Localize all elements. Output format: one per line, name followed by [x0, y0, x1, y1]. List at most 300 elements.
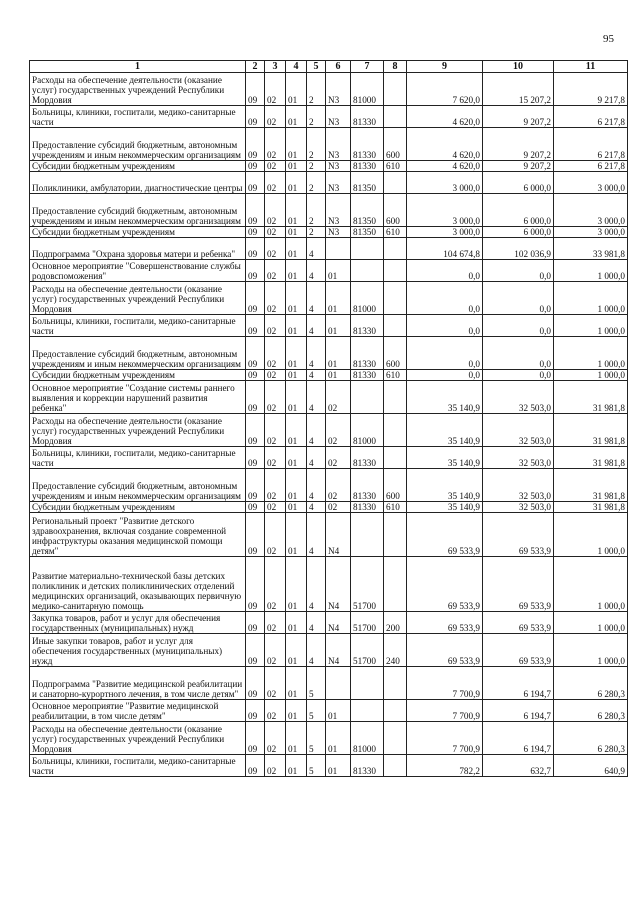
amount-cell: 35 140,9 — [407, 469, 483, 502]
budget-table — [29, 60, 628, 777]
amount-cell: 35 140,9 — [407, 447, 483, 469]
row-name: Больницы, клиники, госпитали, медико-санитарные части — [30, 106, 246, 128]
amount-cell: 32 503,0 — [483, 469, 554, 502]
code-cell: 81330 — [351, 447, 384, 469]
amount-cell: 1 000,0 — [554, 557, 628, 612]
code-cell: 02 — [265, 502, 286, 513]
code-cell: 81350 — [351, 227, 384, 238]
amount-cell: 0,0 — [407, 370, 483, 381]
code-cell: 09 — [246, 227, 265, 238]
code-cell — [384, 513, 407, 557]
code-cell — [384, 414, 407, 447]
amount-cell: 0,0 — [483, 282, 554, 315]
table-row — [30, 447, 628, 469]
row-name: Субсидии бюджетным учреждениям — [30, 227, 246, 238]
code-cell: 600 — [384, 194, 407, 227]
code-cell: 4 — [307, 315, 326, 337]
code-cell: 02 — [265, 172, 286, 194]
code-cell — [351, 513, 384, 557]
table-row — [30, 414, 628, 447]
code-cell: 02 — [265, 447, 286, 469]
amount-cell: 9 207,2 — [483, 106, 554, 128]
amount-cell: 7 700,9 — [407, 722, 483, 755]
code-cell: 4 — [307, 381, 326, 414]
code-cell: 09 — [246, 315, 265, 337]
code-cell: 01 — [286, 161, 307, 172]
code-cell: 4 — [307, 370, 326, 381]
code-cell: 02 — [265, 227, 286, 238]
code-cell: 09 — [246, 447, 265, 469]
row-name: Предоставление субсидий бюджетным, автономным учреждениям и иным некоммерческим организациям — [30, 337, 246, 370]
column-header: 1 — [30, 61, 246, 73]
table-row — [30, 172, 628, 194]
code-cell: 4 — [307, 513, 326, 557]
amount-cell: 3 000,0 — [554, 172, 628, 194]
amount-cell: 6 194,7 — [483, 667, 554, 700]
amount-cell: 1 000,0 — [554, 337, 628, 370]
code-cell: 02 — [265, 282, 286, 315]
code-cell — [384, 73, 407, 106]
code-cell: 01 — [286, 73, 307, 106]
code-cell: 5 — [307, 667, 326, 700]
amount-cell: 3 000,0 — [407, 227, 483, 238]
code-cell: 2 — [307, 194, 326, 227]
code-cell: 4 — [307, 260, 326, 282]
code-cell — [351, 260, 384, 282]
amount-cell: 32 503,0 — [483, 502, 554, 513]
table-row — [30, 502, 628, 513]
amount-cell: 69 533,9 — [407, 634, 483, 667]
code-cell: 81330 — [351, 106, 384, 128]
amount-cell: 6 000,0 — [483, 194, 554, 227]
column-header: 2 — [246, 61, 265, 73]
code-cell: 01 — [286, 370, 307, 381]
code-cell: 01 — [286, 106, 307, 128]
table-row — [30, 337, 628, 370]
amount-cell: 0,0 — [483, 337, 554, 370]
code-cell: 01 — [286, 194, 307, 227]
column-header: 9 — [407, 61, 483, 73]
code-cell: 09 — [246, 172, 265, 194]
table-row — [30, 513, 628, 557]
code-cell: 01 — [286, 667, 307, 700]
code-cell: 01 — [286, 260, 307, 282]
code-cell: 4 — [307, 634, 326, 667]
code-cell: 2 — [307, 227, 326, 238]
row-name: Основное мероприятие "Развитие медицинской реабилитации, в том числе детям" — [30, 700, 246, 722]
code-cell: N4 — [326, 513, 351, 557]
amount-cell: 32 503,0 — [483, 447, 554, 469]
column-header: 8 — [384, 61, 407, 73]
code-cell: 81350 — [351, 194, 384, 227]
code-cell: 610 — [384, 502, 407, 513]
code-cell: 610 — [384, 161, 407, 172]
amount-cell: 35 140,9 — [407, 414, 483, 447]
code-cell: 81330 — [351, 128, 384, 161]
row-name: Подпрограмма "Охрана здоровья матери и ребенка" — [30, 238, 246, 260]
header-row — [30, 61, 628, 73]
code-cell: 09 — [246, 337, 265, 370]
code-cell: N4 — [326, 634, 351, 667]
code-cell: 09 — [246, 161, 265, 172]
row-name: Субсидии бюджетным учреждениям — [30, 161, 246, 172]
code-cell: 01 — [326, 282, 351, 315]
code-cell: 01 — [286, 447, 307, 469]
amount-cell: 7 700,9 — [407, 700, 483, 722]
amount-cell: 0,0 — [407, 282, 483, 315]
row-name: Расходы на обеспечение деятельности (оказание услуг) государственных учреждений Республики Мордовия — [30, 282, 246, 315]
amount-cell: 6 000,0 — [483, 227, 554, 238]
row-name: Субсидии бюджетным учреждениям — [30, 370, 246, 381]
row-name: Поликлиники, амбулатории, диагностические центры — [30, 172, 246, 194]
code-cell: 5 — [307, 700, 326, 722]
code-cell: 81330 — [351, 502, 384, 513]
amount-cell: 69 533,9 — [483, 634, 554, 667]
amount-cell: 69 533,9 — [407, 612, 483, 634]
table-row — [30, 381, 628, 414]
table-row — [30, 106, 628, 128]
code-cell: 01 — [326, 700, 351, 722]
code-cell — [384, 557, 407, 612]
amount-cell: 6 194,7 — [483, 700, 554, 722]
amount-cell: 69 533,9 — [407, 513, 483, 557]
row-name: Основное мероприятие "Создание системы раннего выявления и коррекции нарушений развития ребенка" — [30, 381, 246, 414]
amount-cell: 0,0 — [407, 315, 483, 337]
code-cell: 02 — [265, 161, 286, 172]
amount-cell: 104 674,8 — [407, 238, 483, 260]
code-cell: 01 — [286, 755, 307, 777]
code-cell: 02 — [265, 755, 286, 777]
code-cell: 09 — [246, 414, 265, 447]
amount-cell: 69 533,9 — [483, 557, 554, 612]
table-row — [30, 227, 628, 238]
code-cell — [384, 381, 407, 414]
amount-cell: 9 207,2 — [483, 128, 554, 161]
amount-cell: 102 036,9 — [483, 238, 554, 260]
code-cell: 01 — [286, 172, 307, 194]
amount-cell: 4 620,0 — [407, 128, 483, 161]
amount-cell: 31 981,8 — [554, 502, 628, 513]
row-name: Закупка товаров, работ и услуг для обеспечения государственных (муниципальных) нужд — [30, 612, 246, 634]
table-row — [30, 700, 628, 722]
amount-cell: 0,0 — [407, 337, 483, 370]
amount-cell: 35 140,9 — [407, 381, 483, 414]
row-name: Субсидии бюджетным учреждениям — [30, 502, 246, 513]
code-cell: 01 — [326, 315, 351, 337]
code-cell: 01 — [286, 315, 307, 337]
code-cell: 240 — [384, 634, 407, 667]
code-cell — [384, 755, 407, 777]
amount-cell: 1 000,0 — [554, 282, 628, 315]
code-cell: 09 — [246, 722, 265, 755]
code-cell: N3 — [326, 106, 351, 128]
amount-cell: 1 000,0 — [554, 315, 628, 337]
code-cell: 610 — [384, 227, 407, 238]
code-cell: 09 — [246, 667, 265, 700]
code-cell: 4 — [307, 282, 326, 315]
code-cell: 01 — [286, 557, 307, 612]
code-cell: 02 — [265, 700, 286, 722]
code-cell: 02 — [265, 194, 286, 227]
amount-cell: 6 280,3 — [554, 722, 628, 755]
table-row — [30, 612, 628, 634]
amount-cell: 1 000,0 — [554, 513, 628, 557]
code-cell: 01 — [326, 370, 351, 381]
code-cell — [351, 238, 384, 260]
code-cell: 09 — [246, 260, 265, 282]
code-cell: 01 — [286, 337, 307, 370]
amount-cell: 4 620,0 — [407, 106, 483, 128]
code-cell: 02 — [265, 260, 286, 282]
code-cell: N3 — [326, 194, 351, 227]
code-cell: 02 — [265, 513, 286, 557]
table-row — [30, 755, 628, 777]
code-cell: 81000 — [351, 282, 384, 315]
amount-cell: 6 194,7 — [483, 722, 554, 755]
amount-cell: 782,2 — [407, 755, 483, 777]
code-cell: 02 — [265, 128, 286, 161]
code-cell: 01 — [286, 612, 307, 634]
code-cell: 4 — [307, 337, 326, 370]
code-cell — [384, 722, 407, 755]
amount-cell: 9 217,8 — [554, 73, 628, 106]
code-cell — [384, 315, 407, 337]
code-cell: 610 — [384, 370, 407, 381]
code-cell: 5 — [307, 755, 326, 777]
code-cell: 51700 — [351, 612, 384, 634]
code-cell: 02 — [265, 73, 286, 106]
code-cell: 81350 — [351, 172, 384, 194]
code-cell: 01 — [286, 634, 307, 667]
table-row — [30, 634, 628, 667]
amount-cell: 3 000,0 — [407, 194, 483, 227]
code-cell: 01 — [286, 381, 307, 414]
code-cell: 81330 — [351, 315, 384, 337]
code-cell: 2 — [307, 106, 326, 128]
code-cell: 09 — [246, 700, 265, 722]
code-cell: 2 — [307, 128, 326, 161]
code-cell: N3 — [326, 128, 351, 161]
amount-cell: 6 000,0 — [483, 172, 554, 194]
code-cell: 02 — [265, 381, 286, 414]
code-cell: 4 — [307, 447, 326, 469]
amount-cell: 3 000,0 — [407, 172, 483, 194]
code-cell: 81330 — [351, 370, 384, 381]
code-cell: 200 — [384, 612, 407, 634]
code-cell: 09 — [246, 381, 265, 414]
table-row — [30, 282, 628, 315]
table-row — [30, 260, 628, 282]
code-cell: 09 — [246, 755, 265, 777]
code-cell: N3 — [326, 161, 351, 172]
row-name: Расходы на обеспечение деятельности (оказание услуг) государственных учреждений Республики Мордовия — [30, 722, 246, 755]
code-cell — [326, 238, 351, 260]
amount-cell: 9 207,2 — [483, 161, 554, 172]
code-cell: 4 — [307, 612, 326, 634]
code-cell: 2 — [307, 161, 326, 172]
code-cell: N4 — [326, 612, 351, 634]
amount-cell: 15 207,2 — [483, 73, 554, 106]
table-row — [30, 315, 628, 337]
row-name: Расходы на обеспечение деятельности (оказание услуг) государственных учреждений Республики Мордовия — [30, 414, 246, 447]
code-cell: 81000 — [351, 73, 384, 106]
amount-cell: 4 620,0 — [407, 161, 483, 172]
code-cell — [384, 667, 407, 700]
code-cell: 09 — [246, 238, 265, 260]
code-cell: 01 — [286, 722, 307, 755]
amount-cell: 3 000,0 — [554, 227, 628, 238]
code-cell: 02 — [265, 315, 286, 337]
code-cell: 02 — [265, 370, 286, 381]
amount-cell: 0,0 — [483, 315, 554, 337]
code-cell: 600 — [384, 469, 407, 502]
amount-cell: 6 217,8 — [554, 128, 628, 161]
code-cell: 51700 — [351, 634, 384, 667]
amount-cell: 3 000,0 — [554, 194, 628, 227]
amount-cell: 32 503,0 — [483, 381, 554, 414]
code-cell: 09 — [246, 106, 265, 128]
code-cell: 2 — [307, 73, 326, 106]
code-cell: 02 — [265, 557, 286, 612]
code-cell — [384, 260, 407, 282]
code-cell: 02 — [326, 447, 351, 469]
code-cell: 09 — [246, 128, 265, 161]
amount-cell: 7 700,9 — [407, 667, 483, 700]
code-cell: 02 — [326, 381, 351, 414]
code-cell: N3 — [326, 227, 351, 238]
code-cell: 81330 — [351, 469, 384, 502]
row-name: Больницы, клиники, госпитали, медико-санитарные части — [30, 315, 246, 337]
code-cell: 4 — [307, 238, 326, 260]
code-cell: 09 — [246, 194, 265, 227]
column-header: 10 — [483, 61, 554, 73]
row-name: Предоставление субсидий бюджетным, автономным учреждениям и иным некоммерческим организациям — [30, 469, 246, 502]
row-name: Основное мероприятие "Совершенствование службы родовспоможения" — [30, 260, 246, 282]
row-name: Предоставление субсидий бюджетным, автономным учреждениям и иным некоммерческим организациям — [30, 128, 246, 161]
table-row — [30, 370, 628, 381]
amount-cell: 69 533,9 — [483, 612, 554, 634]
column-header: 6 — [326, 61, 351, 73]
code-cell — [351, 700, 384, 722]
code-cell: N3 — [326, 172, 351, 194]
amount-cell: 69 533,9 — [407, 557, 483, 612]
amount-cell: 6 217,8 — [554, 161, 628, 172]
code-cell: 09 — [246, 502, 265, 513]
amount-cell: 69 533,9 — [483, 513, 554, 557]
table-row — [30, 161, 628, 172]
table-row — [30, 128, 628, 161]
code-cell — [384, 172, 407, 194]
amount-cell: 1 000,0 — [554, 370, 628, 381]
code-cell: 01 — [286, 700, 307, 722]
code-cell: 01 — [326, 260, 351, 282]
row-name: Больницы, клиники, госпитали, медико-санитарные части — [30, 447, 246, 469]
amount-cell: 33 981,8 — [554, 238, 628, 260]
code-cell: 01 — [286, 414, 307, 447]
amount-cell: 31 981,8 — [554, 447, 628, 469]
code-cell — [326, 667, 351, 700]
code-cell: 01 — [326, 722, 351, 755]
code-cell — [384, 282, 407, 315]
column-header: 3 — [265, 61, 286, 73]
column-header: 11 — [554, 61, 628, 73]
code-cell: 02 — [265, 722, 286, 755]
amount-cell: 0,0 — [407, 260, 483, 282]
code-cell: 01 — [326, 755, 351, 777]
code-cell: 09 — [246, 634, 265, 667]
amount-cell: 640,9 — [554, 755, 628, 777]
amount-cell: 1 000,0 — [554, 612, 628, 634]
amount-cell: 35 140,9 — [407, 502, 483, 513]
code-cell: 02 — [265, 667, 286, 700]
row-name: Региональный проект "Развитие детского здравоохранения, включая создание современной инфраструктуры оказания медицинской помощи детям" — [30, 513, 246, 557]
column-header: 7 — [351, 61, 384, 73]
code-cell — [384, 106, 407, 128]
code-cell: 81000 — [351, 414, 384, 447]
amount-cell: 632,7 — [483, 755, 554, 777]
amount-cell: 0,0 — [483, 260, 554, 282]
code-cell: N3 — [326, 73, 351, 106]
code-cell: 09 — [246, 469, 265, 502]
code-cell: 4 — [307, 557, 326, 612]
row-name: Иные закупки товаров, работ и услуг для обеспечения государственных (муниципальных) нужд — [30, 634, 246, 667]
code-cell — [351, 381, 384, 414]
code-cell: 02 — [326, 469, 351, 502]
code-cell: 51700 — [351, 557, 384, 612]
amount-cell: 6 280,3 — [554, 667, 628, 700]
code-cell: 4 — [307, 502, 326, 513]
code-cell: 4 — [307, 469, 326, 502]
code-cell — [384, 700, 407, 722]
amount-cell: 31 981,8 — [554, 414, 628, 447]
amount-cell: 31 981,8 — [554, 469, 628, 502]
code-cell: 02 — [265, 469, 286, 502]
table-row — [30, 722, 628, 755]
code-cell: 09 — [246, 73, 265, 106]
code-cell: 2 — [307, 172, 326, 194]
code-cell: 600 — [384, 337, 407, 370]
code-cell: 4 — [307, 414, 326, 447]
amount-cell: 0,0 — [483, 370, 554, 381]
code-cell — [384, 238, 407, 260]
code-cell: 81000 — [351, 722, 384, 755]
code-cell: 01 — [286, 513, 307, 557]
code-cell: 81330 — [351, 755, 384, 777]
table-row — [30, 194, 628, 227]
code-cell: 02 — [265, 414, 286, 447]
code-cell: 600 — [384, 128, 407, 161]
row-name: Подпрограмма "Развитие медицинской реабилитации и санаторно-курортного лечения, в том числе детям" — [30, 667, 246, 700]
code-cell: 01 — [286, 469, 307, 502]
code-cell: 09 — [246, 612, 265, 634]
table-row — [30, 238, 628, 260]
code-cell: 01 — [286, 502, 307, 513]
code-cell: 02 — [326, 502, 351, 513]
code-cell: N4 — [326, 557, 351, 612]
code-cell: 5 — [307, 722, 326, 755]
code-cell — [384, 447, 407, 469]
table-row — [30, 667, 628, 700]
row-name: Развитие материально-технической базы детских поликлиник и детских поликлинических отделений медицинских организаций, оказывающих первичную медико-санитарную помощь — [30, 557, 246, 612]
page-number: 95 — [603, 33, 614, 45]
amount-cell: 32 503,0 — [483, 414, 554, 447]
amount-cell: 1 000,0 — [554, 260, 628, 282]
code-cell: 09 — [246, 513, 265, 557]
code-cell: 01 — [286, 128, 307, 161]
row-name: Больницы, клиники, госпитали, медико-санитарные части — [30, 755, 246, 777]
row-name: Расходы на обеспечение деятельности (оказание услуг) государственных учреждений Республики Мордовия — [30, 73, 246, 106]
code-cell — [351, 667, 384, 700]
